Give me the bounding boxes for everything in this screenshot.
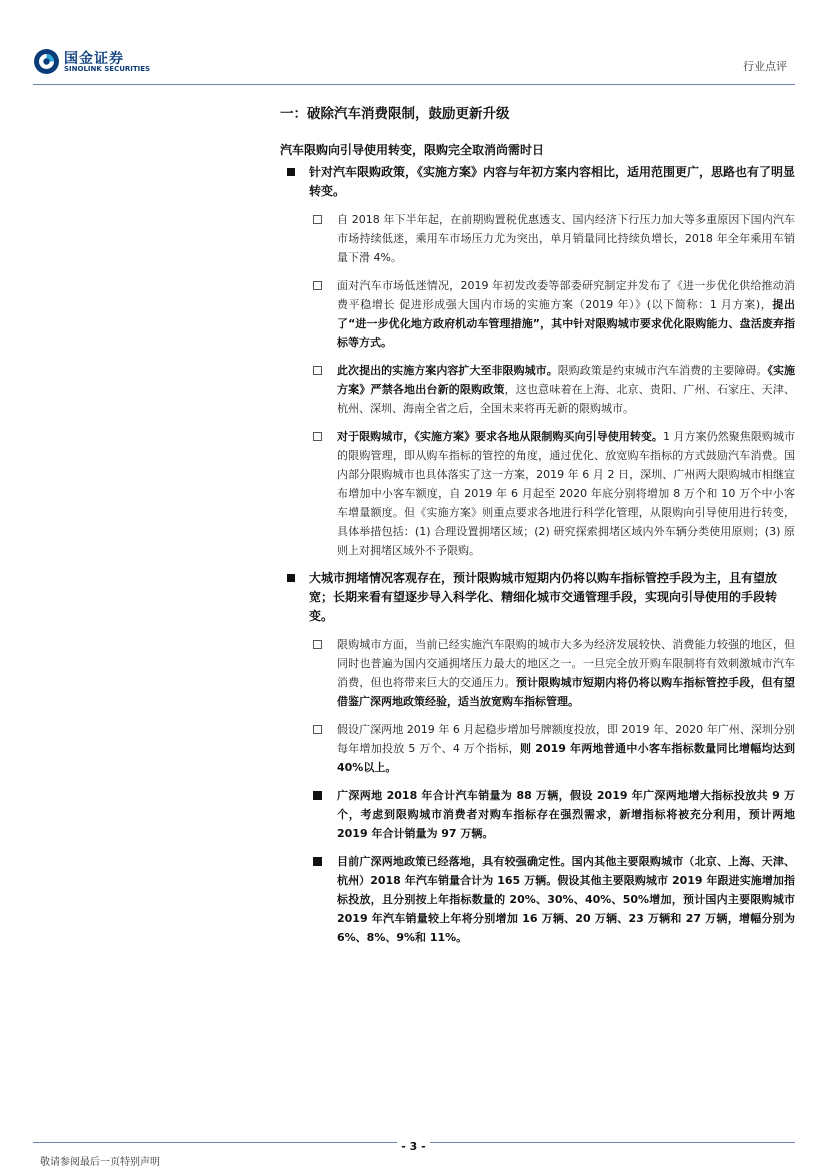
sub-bullet-bold-text: 对于限购城市，《实施方案》要求各地从限制购买向引导使用转变。: [337, 430, 663, 443]
sub-bullet: [280, 720, 795, 777]
company-logo: [33, 48, 153, 78]
sub-bullet-bold-text: 目前广深两地政策已经落地，具有较强确定性。国内其他主要限购城市（北京、上海、天津、杭州）2018 年汽车销量合计为 165 万辆。假设其他主要限购城市 2019 年跟进实施增加指标投放，且分别按上年指标数量的 20%、30%、40%、50%增加，预计国内主要限购城市 2019 年汽车销量较上年将分别增加 16 万辆、20 万辆、23 万辆和 27 万辆，增幅分别为 6%、8%、9%和 11%。: [337, 855, 795, 944]
square-bullet-icon: [287, 168, 295, 176]
bullet-level1: [280, 163, 795, 201]
logo-english-name: SINOLINK SECURITIES: [64, 65, 151, 73]
page-number-text: - 3 -: [397, 1140, 429, 1153]
sub-bullet: [280, 635, 795, 711]
sinolink-logo-icon: [33, 48, 60, 75]
sub-bullet-bold-text: 《实施方案》严禁各地出台新的限购政策: [337, 364, 796, 396]
main-content: [280, 96, 795, 947]
sub-bullet: [280, 852, 795, 947]
hollow-square-bullet-icon: [313, 725, 322, 734]
sub-bullet-text: 限购政策是约束城市汽车消费的主要障碍。: [557, 364, 768, 377]
page-header: [0, 0, 827, 86]
header-divider: [33, 84, 795, 85]
sub-bullet: [280, 210, 795, 267]
bullet-text: 大城市拥堵情况客观存在，预计限购城市短期内仍将以购车指标管控手段为主，且有望放宽；长期来看有望逐步导入科学化、精细化城市交通管理手段，实现向引导使用的手段转变。: [309, 571, 778, 623]
sub-bullet-bold-text: 此次提出的实施方案内容扩大至非限购城市。: [337, 364, 558, 377]
sub-bullet: [280, 786, 795, 843]
sub-bullet-text: 1 月方案仍然聚焦限购城市的限购管理，即从购车指标的管控的角度，通过优化、放宽购车指标的方式鼓励汽车消费。国内部分限购城市也具体落实了这一方案，2019 年 6 月 2 日，深圳、广州两大限购城市相继宣布增加中小客车额度，自 2019 年 6 月起至 2020 年底分别将增加 8 万个和 10 万个中小客车增量额度。但《实施方案》则重点要求各地进行科学化管理，从限购向引导使用进行转变，具体举措包括：(1) 合理设置拥堵区域；(2) 研究探索拥堵区域内外车辆分类使用原则；(3) 原则上对拥堵区域外不予限购。: [337, 430, 796, 557]
sub-bullet-bold-text: 广深两地 2018 年合计汽车销量为 88 万辆，假设 2019 年广深两地增大指标投放共 9 万个，考虑到限购城市消费者对购车指标存在强烈需求，新增指标将被充分利用，预计两地 2019 年合计销量为 97 万辆。: [337, 789, 795, 840]
hollow-square-bullet-icon: [313, 281, 322, 290]
sub-bullet: [280, 361, 795, 418]
sub-bullet: [280, 276, 795, 352]
hollow-square-bullet-icon: [313, 366, 322, 375]
filled-square-bullet-icon: [313, 791, 322, 800]
filled-square-bullet-icon: [313, 857, 322, 866]
sub-bullet: [280, 427, 795, 560]
sub-bullet-text: ，这也意味着在上海、北京、贵阳、广州、石家庄、天津、杭州、深圳、海南全省之后，全国未来将再无新的限购城市。: [337, 383, 795, 415]
square-bullet-icon: [287, 574, 295, 582]
sub-bullet-text: 面对汽车市场低迷情况，2019 年初发改委等部委研究制定并发布了《进一步优化供给推动消费平稳增长 促进形成强大国内市场的实施方案（2019 年）》(以下简称：1 月方案)，: [337, 279, 795, 311]
hollow-square-bullet-icon: [313, 215, 322, 224]
sub-bullet-text: 自 2018 年下半年起，在前期购置税优惠透支、国内经济下行压力加大等多重原因下国内汽车市场持续低迷，乘用车市场压力尤为突出，单月销量同比持续负增长，2018 年全年乘用车销量下滑 4%。: [337, 213, 795, 264]
bullet-text: 针对汽车限购政策，《实施方案》内容与年初方案内容相比，适用范围更广，思路也有了明显转变。: [309, 165, 796, 198]
sub-bullet-bold-text: 提出了“进一步优化地方政府机动车管理措施”，其中针对限购城市要求优化限购能力、盘活废弃指标等方式。: [337, 298, 795, 349]
disclaimer-note: 敬请参阅最后一页特别声明: [40, 1157, 160, 1168]
bullet-level1: [280, 569, 795, 626]
sub-bullet-bold-text: 则 2019 年两地普通中小客车指标数量同比增幅均达到 40%以上。: [337, 742, 795, 774]
hollow-square-bullet-icon: [313, 640, 322, 649]
sub-bullet-text: 限购城市方面，当前已经实施汽车限购的城市大多为经济发展较快、消费能力较强的地区，但同时也普遍为国内交通拥堵压力最大的地区之一。一旦完全放开购车限制将有效刺激城市汽车消费，但也将带来巨大的交通压力。: [337, 638, 795, 689]
sub-bullet-text: 假设广深两地 2019 年 6 月起稳步增加号牌额度投放，即 2019 年、2020 年广州、深圳分别每年增加投放 5 万个、4 万个指标，: [337, 723, 795, 755]
document-type-label: 行业点评: [743, 60, 787, 73]
page-number: [0, 1140, 827, 1153]
sub-bullet-bold-text: 预计限购城市短期内将仍将以购车指标管控手段，但有望借鉴广深两地政策经验，适当放宽购车指标管理。: [337, 676, 796, 708]
section-title: 一：破除汽车消费限制，鼓励更新升级: [280, 106, 510, 122]
hollow-square-bullet-icon: [313, 432, 322, 441]
logo-chinese-name: 国金证券: [64, 51, 124, 67]
subsection-title: 汽车限购向引导使用转变，限购完全取消尚需时日: [280, 143, 545, 157]
